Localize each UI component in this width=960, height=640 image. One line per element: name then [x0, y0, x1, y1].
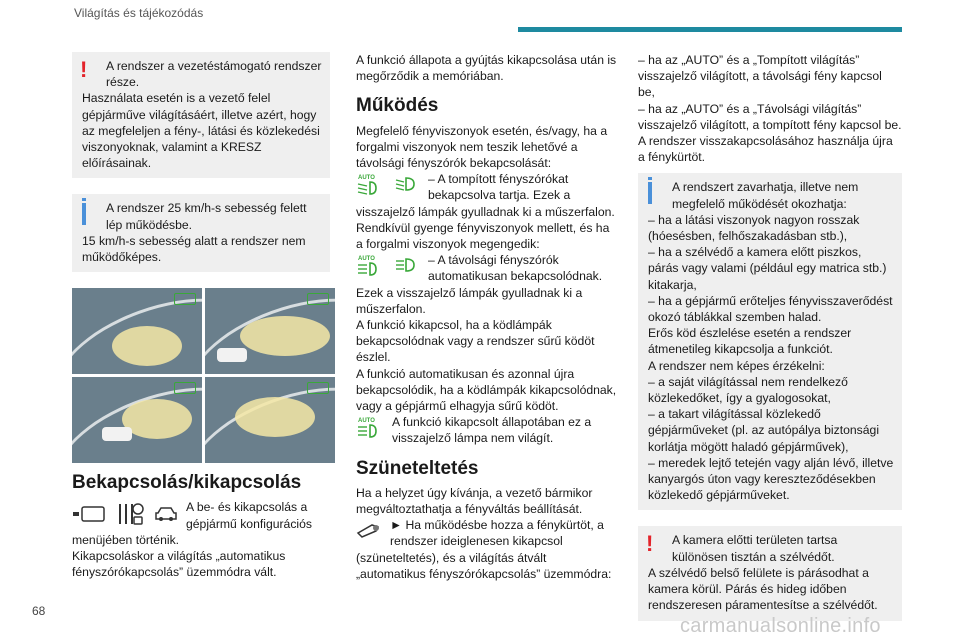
warning-icon: ! — [646, 531, 654, 557]
info-box-2: A rendszert zavarhatja, illetve nem megfelelő működését okozhatja: – ha a látási viszonyok nagyon rosszak (hóesésben, felhőszakadásban stb.), – ha a szélvédő a kamera előtt piszkos, párás vagy valami (például egy matrica stb.) kitakarja, – ha a gépjármű erőteljes fényvisszaverődést okozó táblákkal szemben halad. Erős köd észlelése esetén a rendszer átmenetileg kikapcsolja a funkciót. A rendszer nem képes érzékelni: – a saját világítással nem rendelkező közlekedőket, így a gyalogosokat, – a takart világítással közlekedő gépjárműveket (pl. az autópálya biztonsági korlátja mögött haladó gépjárművek), – meredek lejtő tetején vagy alján lévő, illetve kanyargós úton vagy kereszteződésekben közlekedő gépjárműveket. — [638, 173, 902, 510]
warning-box-2: ! A kamera előtti területen tartsa különösen tisztán a szélvédőt. A szélvédő belső felülete is párásodhat a kamera körül. Párás és hideg időben rendszeresen páramentesítse a szélvédőt. — [638, 526, 902, 620]
right-column: – ha az „AUTO” és a „Tompított világítás” visszajelző világított, a távolsági fény kapcsol be, – ha az „AUTO” és a „Távolsági világítás” visszajelző világított, a tompított fény kapcsol be. A rendszer visszakapcsolásához használja újra a fénykürtöt. A rendszert zavarhatja, illetve nem megfelelő működését okozhatja: – ha a látási viszonyok nagyon rosszak (hóesésben, felhőszakadásban stb.), – ha a szélvédő a kamera előtt piszkos, párás vagy valami (például egy matrica stb.) kitakarja, – ha a gépjármű erőteljes fényvisszaverődést okozó táblákkal szemben halad. Erős köd észlelése esetén a rendszer átmenetileg kikapcsolja a funkciót. A rendszer nem képes érzékelni: – a saját világítással nem rendelkező közlekedőket, így a gyalogosokat, – a takart világítással közlekedő gépjárműveket (pl. az autópálya biztonsági korlátja mögött haladó gépjárművek), – meredek lejtő tetején vagy alján lévő, illetve kanyargós úton vagy kereszteződésekben közlekedő gépjárműveket. ! A kamera előtti területen tartsa különösen tisztán a szélvédőt. A szélvédő belső felülete is párásodhat a kamera körül. Párás és hideg időben rendszeresen páramentesítse a szélvédőt. — [638, 52, 902, 637]
svg-text:AUTO: AUTO — [358, 418, 375, 425]
section-heading-pause: Szüneteltetés — [356, 457, 479, 479]
running-header: Világítás és tájékozódás — [74, 6, 204, 20]
highbeam-lamp-icon — [394, 257, 420, 273]
warning-box-1: ! A rendszer a vezetéstámogató rendszer része. Használata esetén is a vezető felel gépjárműve világításáért, illetve azért, hogy az megfeleljen a fény-, látási és közlekedési viszonyoknak, valamint a KRESZ előírásainak. — [72, 52, 330, 178]
car-icon — [154, 505, 178, 523]
warning-icon: ! — [80, 57, 88, 82]
auto-off-lamp-icon — [356, 416, 384, 438]
left-column: ! A rendszer a vezetéstámogató rendszer része. Használata esetén is a vezető felel gépjárműve világításáért, illetve azért, hogy az megfeleljen a fény-, látási és közlekedési viszonyoknak, valamint a KRESZ előírásainak. A rendszer 25 km/h-s sebesség felett lép működésbe. 15 km/h-s sebesség alatt a rendszer nem működőképes. Bekapcsolás/kikapcsolás A be- és kikapcsolás a gépjármű konfigurációs menüjében történik. Kikapcsoláskor a világítás „automatikus fényszórókapcsolás” üzemmódra vált. — [72, 52, 330, 580]
illustration-3 — [72, 377, 202, 463]
info-icon — [82, 198, 86, 201]
headlamp-flash-stalk-icon — [356, 519, 382, 539]
illustration-2 — [205, 288, 335, 374]
header-accent-bar — [518, 27, 902, 32]
svg-text:AUTO: AUTO — [358, 175, 375, 182]
page-number: 68 — [32, 604, 46, 618]
section-heading-operation: Működés — [356, 95, 439, 117]
auto-lowbeam-lamp-icon — [356, 173, 384, 195]
illustration-grid — [72, 288, 330, 463]
illustration-1 — [72, 288, 202, 374]
svg-text:AUTO: AUTO — [358, 256, 375, 263]
info-icon — [648, 177, 652, 180]
vehicle-settings-icon — [116, 501, 144, 527]
middle-column: A funkció állapota a gyújtás kikapcsolása után is megőrződik a memóriában. Működés Megfelelő fényviszonyok esetén, és/vagy, ha a forgalmi viszonyok nem teszik lehetővé a távolsági fényszórók bekapcsolását: AUTO – A tompított fényszórókat bekapcsolva tartja. Ezek a visszajelző lámpák gyulladnak ki a műszerfalon. Rendkívül gyenge fényviszonyok mellett, és ha a forgalmi viszonyok megengedik: AUTO – A távolsági fényszórók automatikusan bekapcsolódnak. Ezek a visszajelző lámpák gyulladnak ki a műszerfalon. A funkció kikapcsol, ha a ködlámpák bekapcsolódnak vagy a rendszer sűrű ködöt észlel. A funkció automatikusan és azonnal újra bekapcsolódik, ha a ködlámpák kikapcsolódnak, vagy a gépjármű elhagyja sűrű ködöt. AUTO A funkció kikapcsolt állapotában ez a visszajelző lámpa nem világít. Szüneteltetés Ha a helyzet úgy kívánja, a vezető bármikor megváltoztathatja a fényváltás beállítását. ► Ha működésbe hozza a fénykürtöt, a rendszer ideiglenesen kikapcsol (szüneteltetés), és a világítás átvált „automatikus fényszórókapcsolás” üzemmódra: — [356, 53, 617, 581]
watermark: carmanualsonline.info — [680, 615, 881, 637]
info-box-1: A rendszer 25 km/h-s sebesség felett lép működésbe. 15 km/h-s sebesség alatt a rendszer nem működőképes. — [72, 194, 330, 272]
section-heading-activation: Bekapcsolás/kikapcsolás — [72, 472, 302, 494]
auto-highbeam-lamp-icon — [356, 254, 384, 276]
menu-icon — [72, 506, 106, 522]
illustration-4 — [205, 377, 335, 463]
lowbeam-lamp-icon — [394, 176, 420, 192]
